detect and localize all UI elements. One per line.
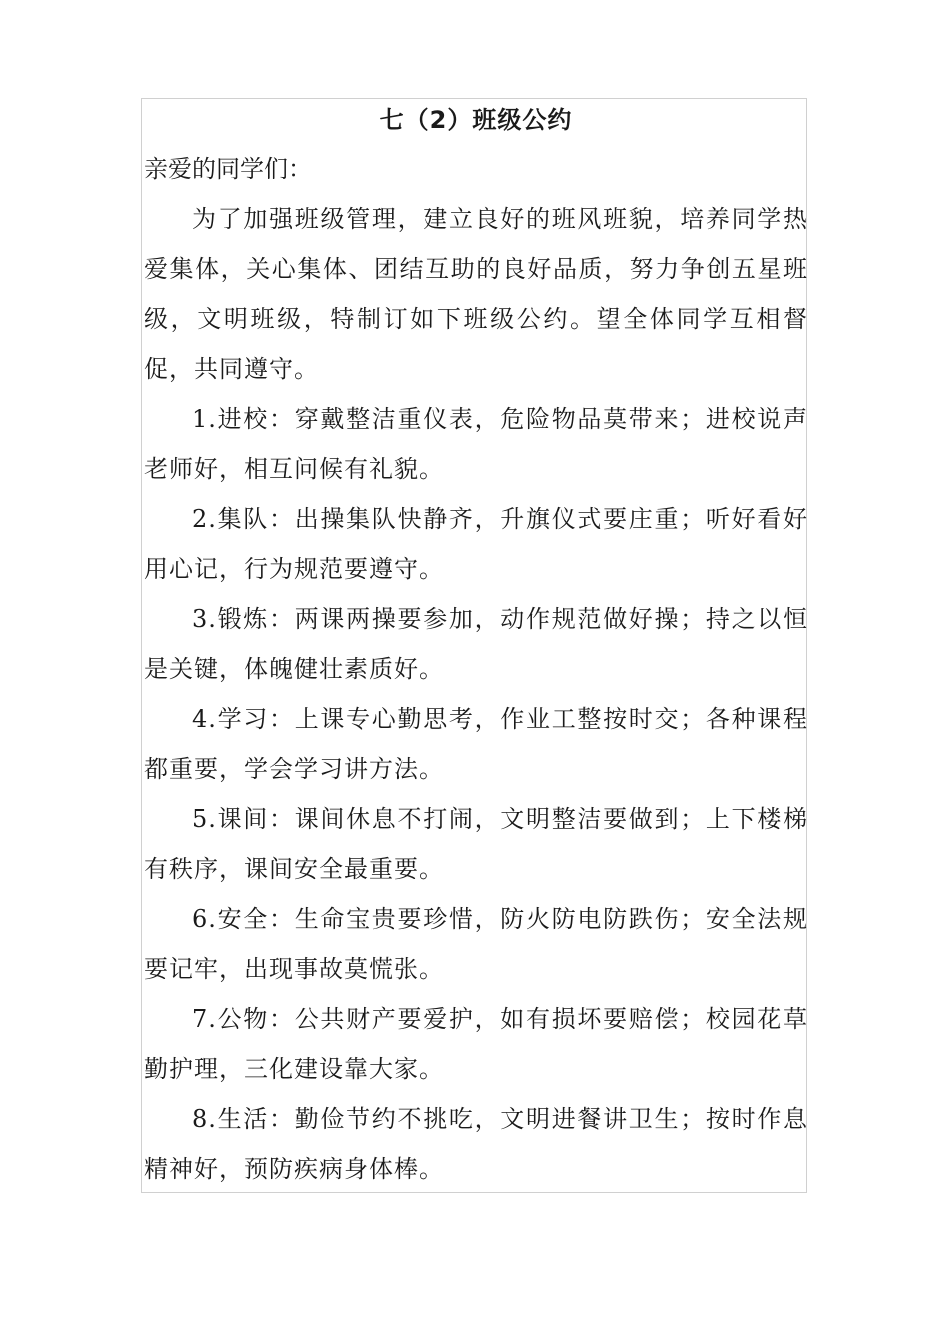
rule-item: 3.锻炼：两课两操要参加，动作规范做好操；持之以恒是关键，体魄健壮素质好。 [144, 605, 808, 683]
intro-paragraph: 为了加强班级管理，建立良好的班风班貌，培养同学热爱集体，关心集体、团结互助的良好品质，努力争创五星班级，文明班级，特制订如下班级公约。望全体同学互相督促，共同遵守。 [144, 205, 808, 383]
rule-item: 6.安全：生命宝贵要珍惜，防火防电防跌伤；安全法规要记牢，出现事故莫慌张。 [144, 905, 808, 983]
salutation: 亲爱的同学们： [144, 155, 312, 183]
rule-item: 5.课间：课间休息不打闹，文明整洁要做到；上下楼梯有秩序，课间安全最重要。 [144, 805, 808, 883]
rule-item: 4.学习：上课专心勤思考，作业工整按时交；各种课程都重要，学会学习讲方法。 [144, 705, 808, 783]
rule-item: 1.进校：穿戴整洁重仪表，危险物品莫带来；进校说声老师好，相互问候有礼貌。 [144, 405, 808, 483]
rule-item: 8.生活：勤俭节约不挑吃，文明进餐讲卫生；按时作息精神好，预防疾病身体棒。 [144, 1105, 808, 1183]
rule-item: 7.公物：公共财产要爱护，如有损坏要赔偿；校园花草勤护理，三化建设靠大家。 [144, 1005, 808, 1083]
document-body [144, 100, 808, 1194]
document-title: 七（2）班级公约 [379, 106, 573, 134]
rule-item: 2.集队：出操集队快静齐，升旗仪式要庄重；听好看好用心记，行为规范要遵守。 [144, 505, 808, 583]
